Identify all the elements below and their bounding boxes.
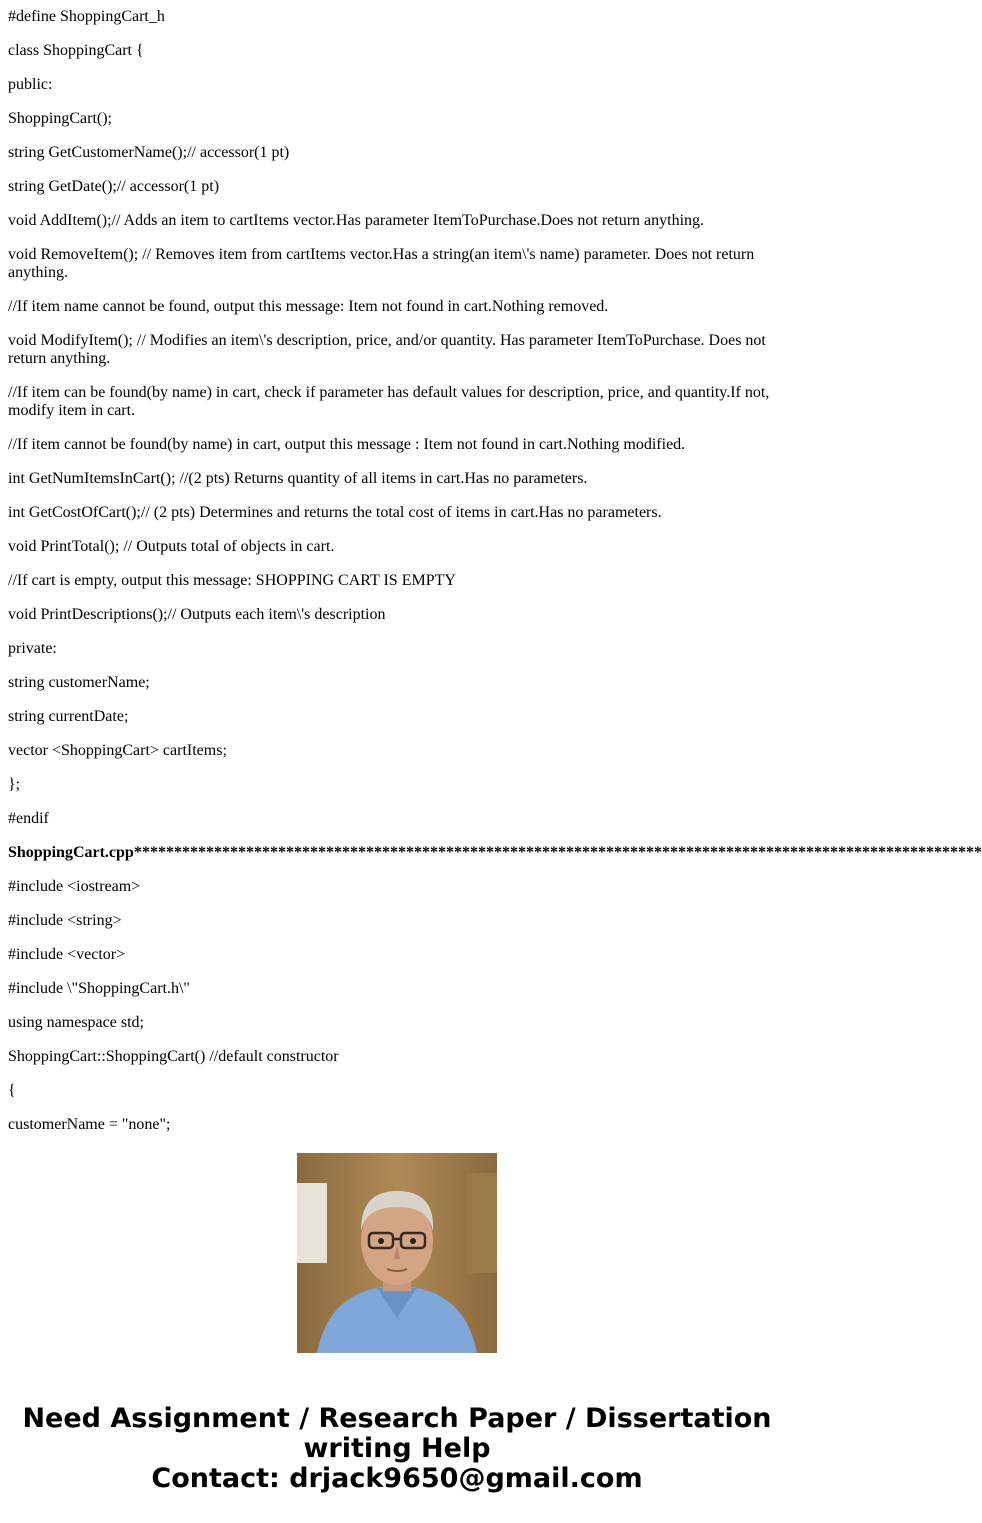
code-line: //If item name cannot be found, output this message: Item not found in cart.Nothing removed. bbox=[8, 298, 609, 315]
code-line: int GetCostOfCart();// (2 pts) Determines and returns the total cost of items in cart.Has no parameters. bbox=[8, 504, 662, 521]
code-line: class ShoppingCart { bbox=[8, 42, 144, 59]
code-line: }; bbox=[8, 776, 21, 793]
code-line: #include <vector> bbox=[8, 946, 126, 963]
code-line: void PrintTotal(); // Outputs total of objects in cart. bbox=[8, 538, 335, 555]
code-line: string GetDate();// accessor(1 pt) bbox=[8, 178, 220, 195]
code-line: public: bbox=[8, 76, 53, 93]
code-line: private: bbox=[8, 640, 57, 657]
code-line bbox=[8, 844, 982, 862]
code-line: int GetNumItemsInCart(); //(2 pts) Returns quantity of all items in cart.Has no parameters. bbox=[8, 470, 588, 487]
code-line: void RemoveItem(); // Removes item from cartItems vector.Has a string(an item\'s name) parameter. Does not return anything. bbox=[8, 246, 755, 281]
code-line: //If item cannot be found(by name) in cart, output this message : Item not found in cart.Nothing modified. bbox=[8, 436, 686, 453]
code-line: vector <ShoppingCart> cartItems; bbox=[8, 742, 227, 759]
code-line: string customerName; bbox=[8, 674, 150, 691]
promo-banner bbox=[0, 1122, 794, 1523]
avatar bbox=[297, 1153, 497, 1353]
code-line: ShoppingCart(); bbox=[8, 110, 112, 127]
promo-line-1: Need Assignment / Research Paper / Dissertation bbox=[22, 1403, 772, 1434]
code-line: using namespace std; bbox=[8, 1014, 144, 1031]
code-line: #include \"ShoppingCart.h\" bbox=[8, 980, 190, 997]
code-line: #endif bbox=[8, 810, 49, 827]
code-line: customerName = "none"; bbox=[8, 1116, 171, 1133]
code-line: void AddItem();// Adds an item to cartItems vector.Has parameter ItemToPurchase.Does not return anything. bbox=[8, 212, 705, 229]
promo-text bbox=[0, 1404, 794, 1494]
avatar-portrait-icon bbox=[297, 1153, 497, 1353]
code-line: void ModifyItem(); // Modifies an item\'s description, price, and/or quantity. Has parameter ItemToPurchase. Does not return anything. bbox=[8, 332, 766, 367]
code-line: #define ShoppingCart_h bbox=[8, 8, 165, 25]
code-line: { bbox=[8, 1082, 16, 1099]
code-line: #include <iostream> bbox=[8, 878, 141, 895]
promo-contact: Contact: drjack9650@gmail.com bbox=[151, 1463, 643, 1494]
code-line: #include <string> bbox=[8, 912, 122, 929]
code-line: //If item can be found(by name) in cart, check if parameter has default values for description, price, and quantity.If not, modify item in cart. bbox=[8, 384, 770, 419]
code-line: void PrintDescriptions();// Outputs each item\'s description bbox=[8, 606, 386, 623]
code-line: string currentDate; bbox=[8, 708, 129, 725]
code-line: string GetCustomerName();// accessor(1 pt) bbox=[8, 144, 290, 161]
code-line-bold-text: ShoppingCart.cpp********************************************************************************************************** bbox=[8, 844, 982, 861]
promo-line-2: writing Help bbox=[303, 1433, 491, 1464]
code-line: //If cart is empty, output this message: SHOPPING CART IS EMPTY bbox=[8, 572, 456, 589]
code-line: ShoppingCart::ShoppingCart() //default constructor bbox=[8, 1048, 339, 1065]
